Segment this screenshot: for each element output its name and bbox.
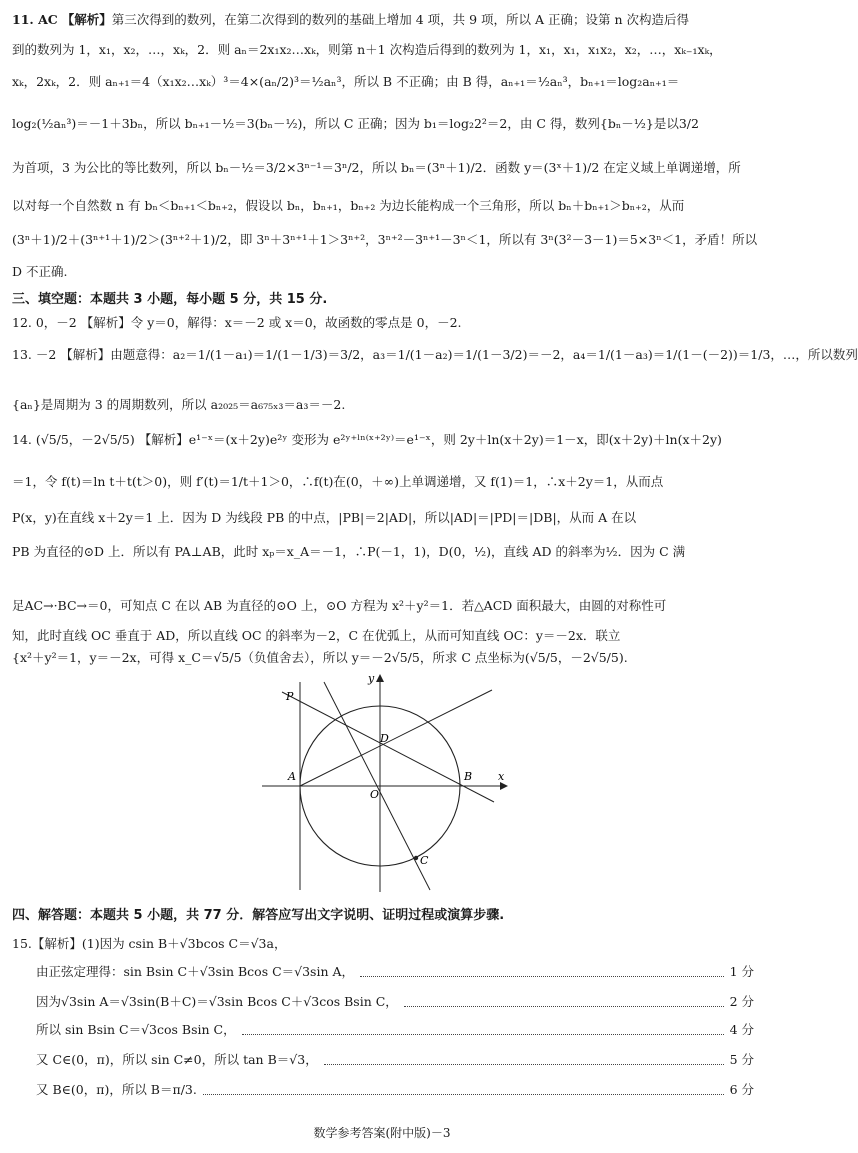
label-a: A <box>288 770 296 783</box>
section-4-heading: 四、解答题：本题共 5 小题，共 77 分．解答应写出文字说明、证明过程或演算步骤. <box>12 908 505 923</box>
q14-line-6: 知，此时直线 OC 垂直于 AD，所以直线 OC 的斜率为－2，C 在优弧上，从而可知直线 OC：y＝－2x．联立 <box>12 628 621 643</box>
leader-dots <box>203 1084 724 1095</box>
q14-line-7: {x²＋y²＝1，y＝－2x，可得 x_C＝√5/5（负值舍去），所以 y＝－2√5/5，所求 C 点坐标为(√5/5，－2√5/5). <box>12 650 628 665</box>
leader-dots <box>360 966 724 977</box>
q15-step-score: 5 分 <box>729 1052 754 1067</box>
q15-step-row <box>36 1080 754 1098</box>
q12-answer: 12. 0，－2 【解析】令 y＝0，解得：x＝－2 或 x＝0，故函数的零点是 0，－2. <box>12 315 462 330</box>
q11-line-7: (3ⁿ＋1)/2＋(3ⁿ⁺¹＋1)/2＞(3ⁿ⁺²＋1)/2，即 3ⁿ＋3ⁿ⁺¹＋1＞3ⁿ⁺²，3ⁿ⁺²－3ⁿ⁺¹－3ⁿ＜1，所以有 3ⁿ(3²－3－1)＝5×3ⁿ＜1，矛盾！所以 <box>12 232 758 247</box>
x-axis-arrow <box>500 782 508 790</box>
q11-text-1: 第三次得到的数列，在第二次得到的数列的基础上增加 4 项，共 9 项，所以 A 正确；设第 n 次构造后得 <box>111 12 690 27</box>
q15-step-score: 2 分 <box>729 994 754 1009</box>
q15-step-score: 1 分 <box>729 964 754 979</box>
y-axis-arrow <box>376 674 384 682</box>
q11-line-4: log₂(½aₙ³)＝－1＋3bₙ，所以 bₙ₊₁－½＝3(bₙ－½)，所以 C 正确；因为 b₁＝log₂2²＝2，由 C 得，数列{bₙ－½}是以3/2 <box>12 116 699 131</box>
label-d: D <box>380 732 389 745</box>
label-c: C <box>420 854 429 867</box>
q11-tag: 【解析】 <box>61 12 112 27</box>
q11-head: 11. AC <box>12 12 58 27</box>
label-o: O <box>370 788 380 801</box>
leader-dots <box>324 1054 724 1065</box>
q15-step-row <box>36 992 754 1010</box>
q14-line-3: P(x，y)在直线 x＋2y＝1 上．因为 D 为线段 PB 的中点，|PB|＝2|AD|，所以|AD|＝|PD|＝|DB|，从而 A 在以 <box>12 510 637 525</box>
q13-line-2: {aₙ}是周期为 3 的周期数列，所以 a₂₀₂₅＝a₆₇₅ₓ₃＝a₃＝－2. <box>12 397 346 412</box>
q11-line-3: xₖ，2xₖ，2．则 aₙ₊₁＝4（x₁x₂…xₖ）³＝4×(aₙ/2)³＝½aₙ³，所以 B 不正确；由 B 得，aₙ₊₁＝½aₙ³，bₙ₊₁＝log₂aₙ₊₁＝ <box>12 74 680 89</box>
q13-line-1: 13. －2 【解析】由题意得：a₂＝1/(1－a₁)＝1/(1－1/3)＝3/2，a₃＝1/(1－a₂)＝1/(1－3/2)＝－2，a₄＝1/(1－a₃)＝1/(1－(－2))＝1/3，…，所以数列 <box>12 347 858 362</box>
q14-line-5: 足AC→·BC→＝0，可知点 C 在以 AB 为直径的⊙O 上，⊙O 方程为 x²＋y²＝1．若△ACD 面积最大，由圆的对称性可 <box>12 598 667 613</box>
q11-line-5: 为首项，3 为公比的等比数列，所以 bₙ－½＝3/2×3ⁿ⁻¹＝3ⁿ/2，所以 bₙ＝(3ⁿ＋1)/2．函数 y＝(3ˣ＋1)/2 在定义域上单调递增，所 <box>12 160 741 175</box>
q15-step-row <box>36 1020 754 1038</box>
q15-step-row <box>36 962 754 980</box>
q14-line-4: PB 为直径的⊙D 上．所以有 PA⊥AB，此时 xₚ＝x_A＝－1，∴P(－1，1)，D(0，½)，直线 AD 的斜率为½．因为 C 满 <box>12 544 686 559</box>
q14-line-2: ＝1，令 f(t)＝ln t＋t(t＞0)，则 f′(t)＝1/t＋1＞0，∴f(t)在(0，＋∞)上单调递增，又 f(1)＝1，∴x＋2y＝1，从而点 <box>12 474 664 489</box>
page-footer: 数学参考答案(附中版)－3 <box>313 1126 451 1140</box>
label-y: y <box>368 672 375 685</box>
q15-head: 15.【解析】(1)因为 csin B＋√3bcos C＝√3a， <box>12 936 287 951</box>
q11-line-1 <box>12 10 689 28</box>
q15-step-score: 4 分 <box>729 1022 754 1037</box>
q15-step-text: 所以 sin Bsin C＝√3cos Bsin C， <box>36 1022 236 1037</box>
leader-dots <box>404 996 724 1007</box>
q15-step-score: 6 分 <box>729 1082 754 1097</box>
q11-line-6: 以对每一个自然数 n 有 bₙ＜bₙ₊₁＜bₙ₊₂，假设以 bₙ，bₙ₊₁，bₙ₊₂ 为边长能构成一个三角形，所以 bₙ＋bₙ₊₁＞bₙ₊₂，从而 <box>12 198 685 213</box>
section-3-heading: 三、填空题：本题共 3 小题，每小题 5 分，共 15 分. <box>12 292 328 307</box>
q15-step-text: 又 C∈(0，π)，所以 sin C≠0，所以 tan B＝√3， <box>36 1052 318 1067</box>
label-x: x <box>498 770 505 783</box>
geometry-figure <box>262 672 512 894</box>
q15-step-text: 由正弦定理得：sin Bsin C＋√3sin Bcos C＝√3sin A， <box>36 964 355 979</box>
point-c <box>414 856 418 860</box>
q11-line-2: 到的数列为 1，x₁，x₂，…，xₖ，2．则 aₙ＝2x₁x₂…xₖ，则第 n＋1 次构造后得到的数列为 1，x₁，x₁，x₁x₂，x₂，…，xₖ₋₁xₖ， <box>12 42 722 57</box>
q11-line-8: D 不正确. <box>12 264 68 279</box>
label-p: P <box>286 690 294 703</box>
q14-line-1: 14. (√5/5，－2√5/5) 【解析】e¹⁻ˣ＝(x＋2y)e²ʸ 变形为 e²ʸ⁺ˡⁿ⁽ˣ⁺²ʸ⁾＝e¹⁻ˣ，则 2y＋ln(x＋2y)＝1－x，即(x＋2y)＋ln(x＋2y) <box>12 432 722 447</box>
q15-step-text: 又 B∈(0，π)，所以 B＝π/3. <box>36 1082 197 1097</box>
leader-dots <box>242 1024 724 1035</box>
label-b: B <box>464 770 473 783</box>
q15-step-row <box>36 1050 754 1068</box>
q15-step-text: 因为√3sin A＝√3sin(B＋C)＝√3sin Bcos C＋√3cos Bsin C， <box>36 994 398 1009</box>
